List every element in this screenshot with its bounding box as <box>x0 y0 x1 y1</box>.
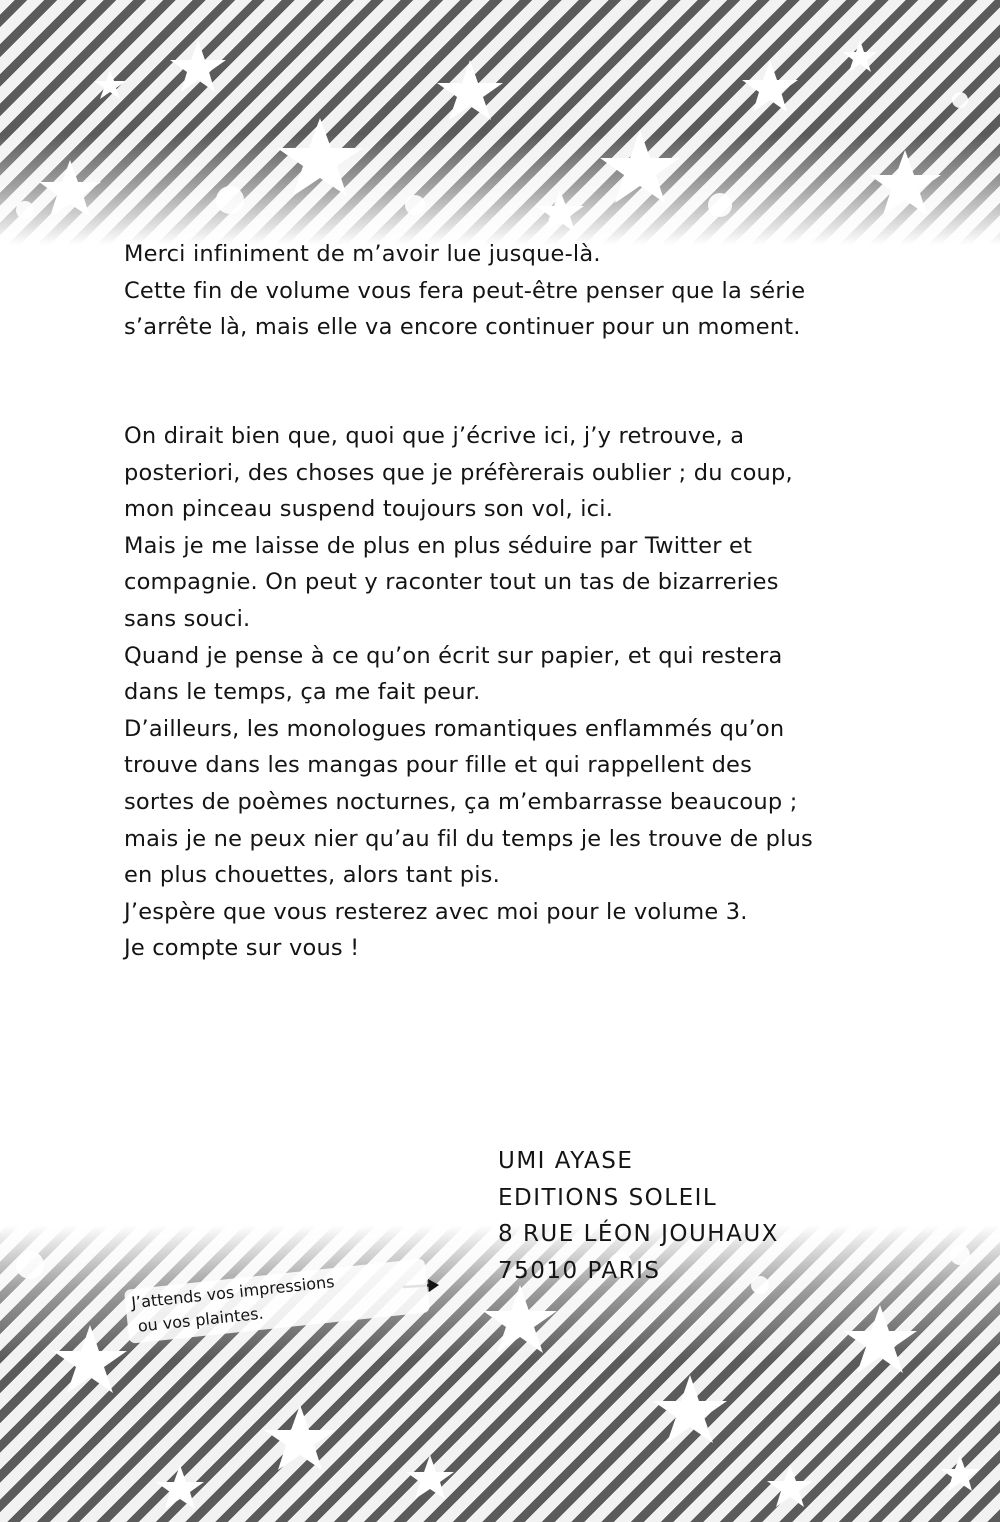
star-icon <box>843 40 877 72</box>
letter-line: compagnie. On peut y raconter tout un tas de bizarreries <box>124 569 779 596</box>
star-icon <box>277 118 363 196</box>
star-icon <box>843 1305 917 1373</box>
letter-paragraph-2 <box>124 418 924 967</box>
address-publisher: EDITIONS SOLEIL <box>498 1184 718 1211</box>
note-line: ou vos plaintes. <box>136 1303 265 1336</box>
address-street: 8 RUE LÉON JOUHAUX <box>498 1221 779 1247</box>
star-icon <box>406 1455 454 1499</box>
letter-line: s’arrête là, mais elle va encore continuer pour un moment. <box>124 314 801 341</box>
top-star-pattern <box>0 0 1000 245</box>
letter-line: en plus chouettes, alors tant pis. <box>124 862 500 889</box>
letter-line: Quand je pense à ce qu’on écrit sur papier, et qui restera <box>124 642 783 669</box>
letter-line: Je compte sur vous ! <box>124 935 360 962</box>
star-icon <box>483 1285 557 1353</box>
star-icon <box>156 1465 204 1509</box>
star-icon <box>742 60 798 112</box>
address-city: 75010 PARIS <box>498 1257 661 1284</box>
letter-paragraph-1 <box>124 236 924 346</box>
letter-line: Merci infiniment de m’avoir lue jusque-là. <box>124 241 601 267</box>
letter-line: Cette fin de volume vous fera peut-être penser que la série <box>124 277 806 304</box>
letter-line: J’espère que vous resterez avec moi pour le volume 3. <box>124 898 748 925</box>
star-icon <box>653 1375 727 1443</box>
star-icon <box>869 150 941 215</box>
letter-line: On dirait bien que, quoi que j’écrive ici, j’y retrouve, a <box>124 423 745 449</box>
letter-line: mais je ne peux nier qu’au fil du temps je les trouve de plus <box>124 825 813 852</box>
star-icon <box>536 190 584 232</box>
star-icon <box>170 40 226 92</box>
letter-line: D’ailleurs, les monologues romantiques enflammés qu’on <box>124 715 785 742</box>
letter-line: mon pinceau suspend toujours son vol, ici. <box>124 496 614 523</box>
note-line: J’attends vos impressions <box>130 1272 336 1313</box>
star-icon <box>39 160 101 217</box>
star-icon <box>94 70 126 99</box>
letter-line: dans le temps, ça me fait peur. <box>124 679 481 706</box>
star-icon <box>437 60 503 120</box>
address-name: UMI AYASE <box>498 1148 634 1174</box>
star-icon <box>940 1455 980 1491</box>
letter-line: posteriori, des choses que je préfèrerais oublier ; du coup, <box>124 459 793 486</box>
letter-line: Mais je me laisse de plus en plus séduire par Twitter et <box>124 532 753 559</box>
star-icon <box>53 1325 127 1393</box>
letter-line: sortes de poèmes nocturnes, ça m’embarrasse beaucoup ; <box>124 788 798 815</box>
letter-line: trouve dans les mangas pour fille et qui rappellent des <box>124 752 753 779</box>
letter-line: sans souci. <box>124 605 251 632</box>
star-icon <box>600 130 680 203</box>
star-icon <box>767 1465 813 1507</box>
star-icon <box>264 1405 336 1470</box>
mailing-address <box>498 1143 779 1289</box>
